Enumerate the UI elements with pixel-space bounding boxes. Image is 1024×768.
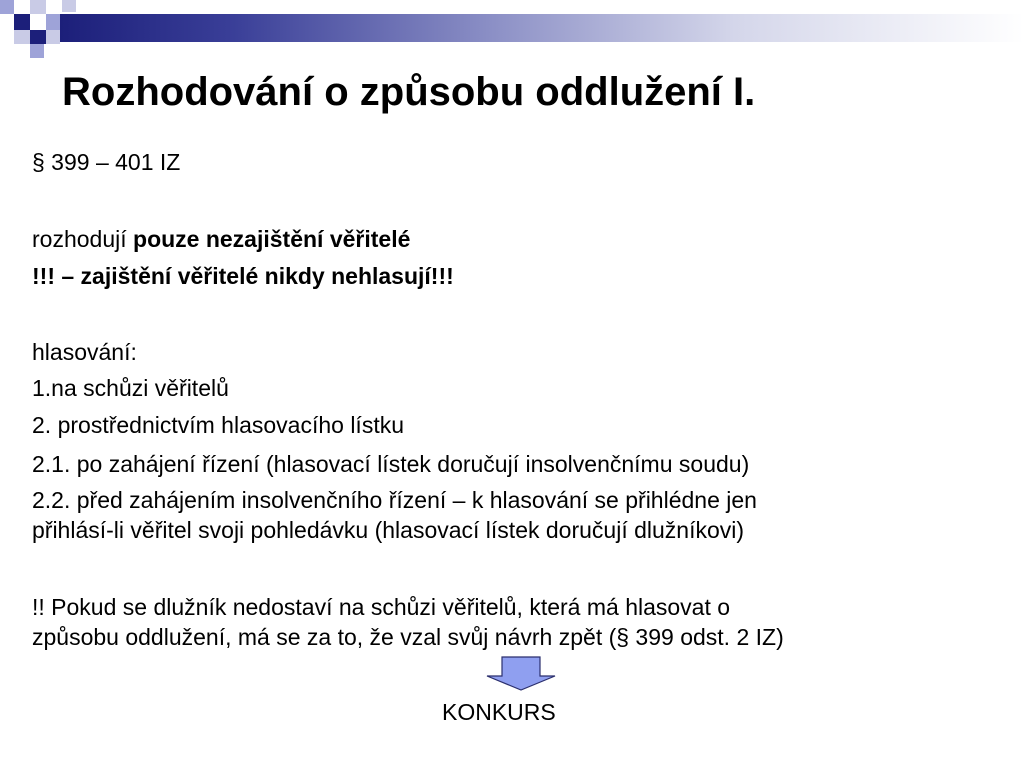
law-reference: § 399 – 401 IZ [32,149,181,175]
voting-item-2-1: 2.1. po zahájení řízení (hlasovací lístek doručují insolvenčnímu soudu) [32,451,750,477]
voting-item-1: 1.na schůzi věřitelů [32,375,229,401]
voting-heading: hlasování: [32,339,137,365]
down-arrow-icon [485,656,557,692]
corner-square [30,0,46,14]
outcome-label: KONKURS [442,699,556,725]
corner-square [46,14,60,30]
corner-square [30,30,46,44]
voting-item-2-2-line2: přihlásí-li věřitel svoji pohledávku (hlasovací lístek doručují dlužníkovi) [32,517,745,543]
corner-square [62,0,76,12]
voting-item-2-2-line1: 2.2. před zahájením insolvenčního řízení – k hlasování se přihlédne jen [32,487,757,513]
decide-line [32,224,410,254]
slide-title: Rozhodování o způsobu oddlužení I. [62,70,756,114]
header-gradient-bar [60,14,1024,42]
corner-square [30,44,44,58]
corner-square [46,30,60,44]
decide-prefix: rozhodují [32,226,134,252]
corner-square [0,0,14,14]
warning-line-1: !! Pokud se dlužník nedostaví na schůzi věřitelů, která má hlasovat o [32,594,731,620]
secured-creditors-note: !!! – zajištění věřitelé nikdy nehlasují!!! [32,263,454,289]
corner-square [14,30,30,44]
decide-bold: pouze nezajištění věřitelé [133,226,411,252]
warning-line-2: způsobu oddlužení, má se za to, že vzal svůj návrh zpět (§ 399 odst. 2 IZ) [32,624,784,650]
voting-item-2: 2. prostřednictvím hlasovacího lístku [32,412,404,438]
corner-square [14,14,30,30]
